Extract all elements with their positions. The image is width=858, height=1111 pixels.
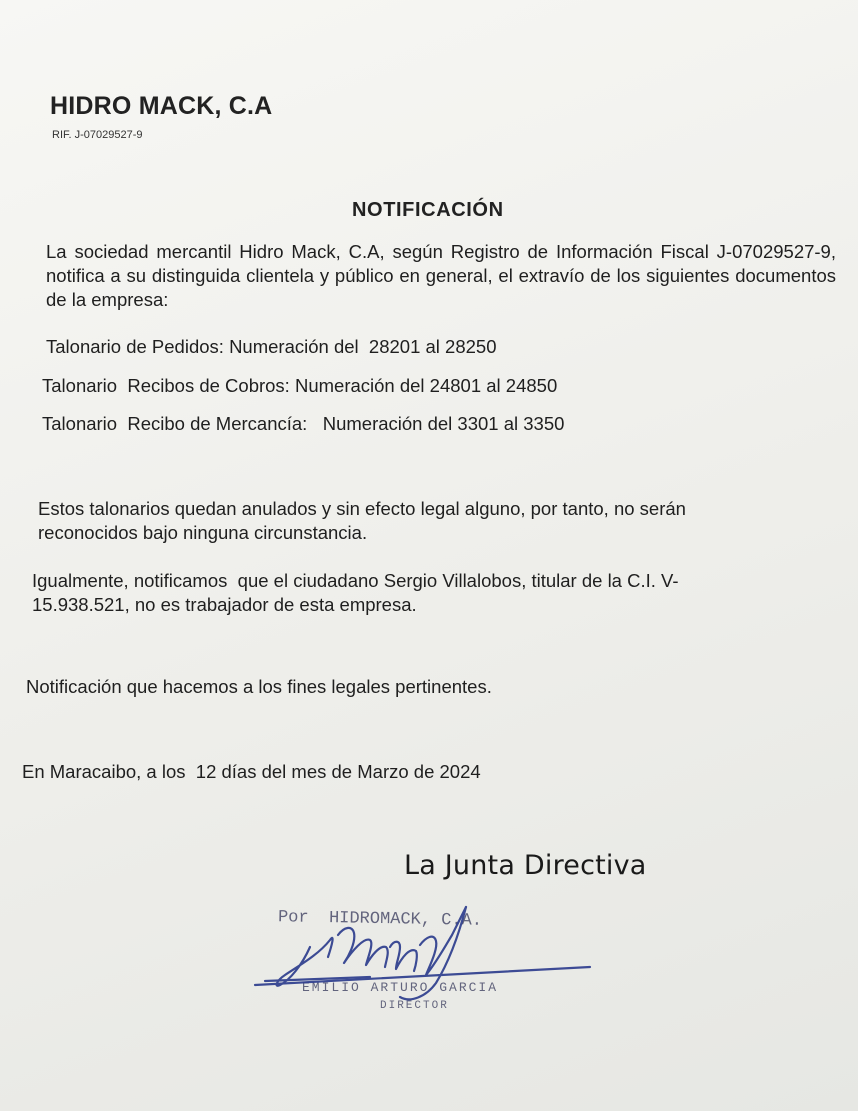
item-recibo-mercancia: Talonario Recibo de Mercancía: Numeración del 3301 al 3350 bbox=[42, 413, 565, 434]
item-recibos-cobros: Talonario Recibos de Cobros: Numeración del 24801 al 24850 bbox=[42, 375, 558, 396]
igualmente-line-1: Igualmente, notificamos que el ciudadano Sergio Villalobos, titular de la C.I. V- bbox=[32, 570, 679, 591]
anulados-line-1: Estos talonarios quedan anulados y sin efecto legal alguno, por tanto, no serán bbox=[38, 498, 686, 519]
junta-directiva-label: La Junta Directiva bbox=[404, 850, 647, 881]
document-title: NOTIFICACIÓN bbox=[352, 199, 504, 221]
fecha-line: En Maracaibo, a los 12 días del mes de Marzo de 2024 bbox=[22, 761, 481, 782]
item-pedidos: Talonario de Pedidos: Numeración del 28201 al 28250 bbox=[46, 336, 497, 357]
anulados-line-2: reconocidos bajo ninguna circunstancia. bbox=[38, 522, 368, 543]
company-name: HIDRO MACK, C.A bbox=[50, 92, 273, 120]
signer-name-stamp: EMILIO ARTURO GARCIA bbox=[302, 980, 499, 995]
fines-legales-line: Notificación que hacemos a los fines legales pertinentes. bbox=[26, 676, 492, 697]
company-stamp: Por HIDROMACK, C.A. bbox=[277, 908, 483, 931]
intro-paragraph: La sociedad mercantil Hidro Mack, C.A, según Registro de Información Fiscal J-07029527-9, notifica a su distinguida clientela y público en general, el extravío de los siguientes documentos de la empresa: bbox=[46, 241, 836, 310]
igualmente-line-2: 15.938.521, no es trabajador de esta empresa. bbox=[32, 594, 417, 615]
signer-role-stamp: DIRECTOR bbox=[380, 1000, 449, 1012]
company-rif: RIF. J-07029527-9 bbox=[52, 129, 143, 141]
handwritten-signature bbox=[240, 885, 600, 1025]
